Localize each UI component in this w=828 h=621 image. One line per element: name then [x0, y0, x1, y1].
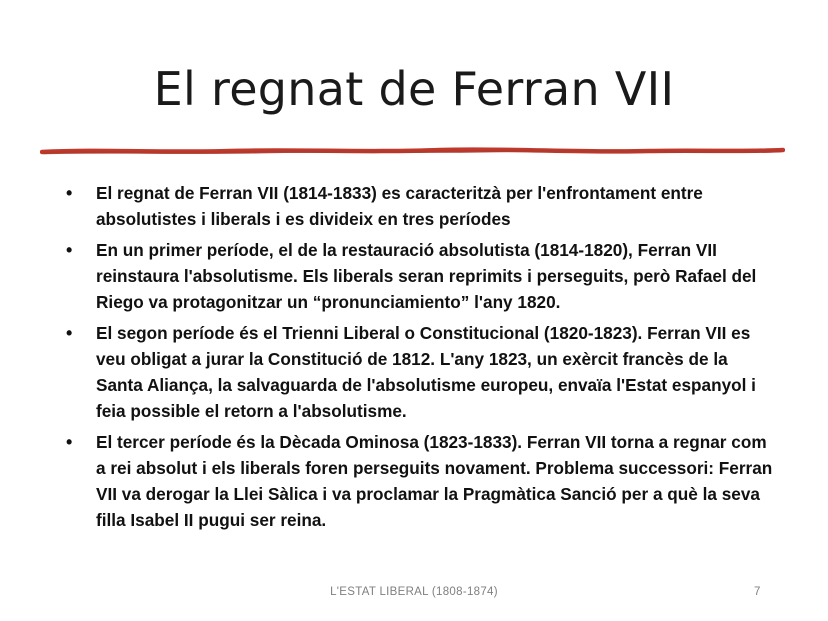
- slide-footer: L'ESTAT LIBERAL (1808-1874): [330, 586, 498, 598]
- bullet-text: El regnat de Ferran VII (1814-1833) es caracteritzà per l'enfrontament entre absolutistes i liberals i es divideix en tres períodes: [96, 183, 703, 229]
- bullet-item: [66, 429, 776, 533]
- bullet-dot-icon: •: [66, 183, 73, 203]
- slide-title: El regnat de Ferran VII: [153, 62, 675, 116]
- bullet-text: En un primer període, el de la restauració absolutista (1814-1820), Ferran VII reinstaura l'absolutisme. Els liberals seran reprimits i perseguits, però Rafael del Riego va protagonitzar un “pronunciamiento” l'any 1820.: [96, 240, 757, 312]
- page-number: 7: [754, 586, 761, 598]
- bullet-list: [66, 180, 776, 538]
- bullet-text: El segon període és el Trienni Liberal o Constitucional (1820-1823). Ferran VII es veu obligat a jurar la Constitució de 1812. L'any 1823, un exèrcit francès de la Santa Aliança, la salvaguarda de l'absolutisme europeu, envaïa l'Estat espanyol i feia possible el retorn a l'absolutisme.: [96, 323, 756, 421]
- title-underline: [40, 141, 785, 161]
- bullet-dot-icon: •: [66, 323, 73, 343]
- bullet-text: El tercer període és la Dècada Ominosa (1823-1833). Ferran VII torna a regnar com a rei absolut i els liberals foren perseguits novament. Problema successori: Ferran VII va derogar la Llei Sàlica i va proclamar la Pragmàtica Sanció per a què la seva filla Isabel II pugui ser reina.: [96, 432, 773, 530]
- bullet-item: [66, 237, 776, 315]
- bullet-item: [66, 320, 776, 424]
- bullet-dot-icon: •: [66, 240, 73, 260]
- bullet-item: [66, 180, 776, 232]
- bullet-dot-icon: •: [66, 432, 73, 452]
